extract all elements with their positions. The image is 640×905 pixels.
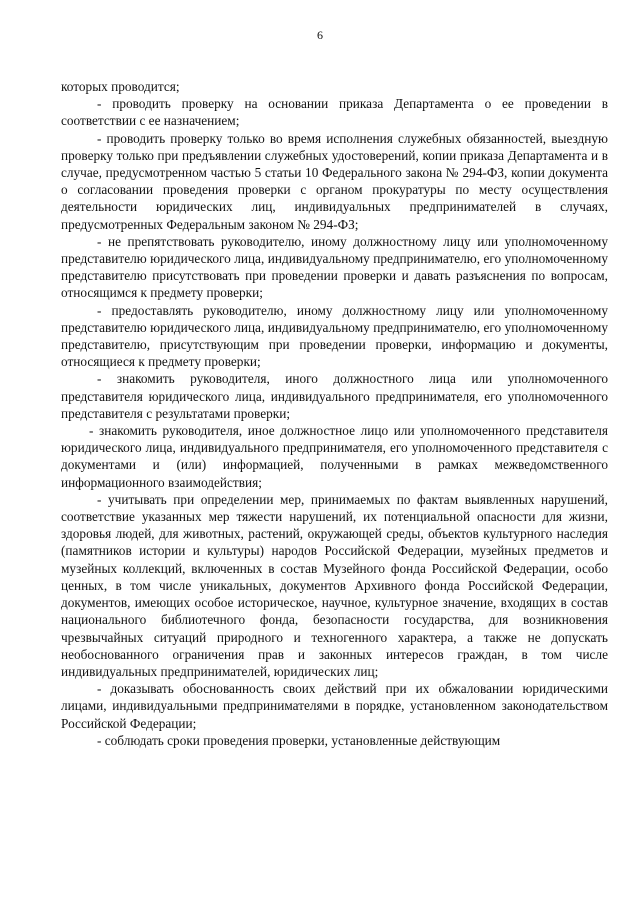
- paragraph-provide-info: - предоставлять руководителю, иному должностному лицу или уполномоченному представителю юридического лица, индивидуальному предпринимателю, его уполномоченному представителю, присутствующим при проведении проверки, информацию и документы, относящиеся к предмету проверки;: [61, 302, 608, 370]
- document-body: [61, 78, 608, 749]
- paragraph-observe-deadlines: - соблюдать сроки проведения проверки, установленные действующим: [97, 732, 501, 748]
- paragraph-consider-measures: - учитывать при определении мер, принимаемых по фактам выявленных нарушений, соответствие указанных мер тяжести нарушений, их потенциальной опасности для жизни, здоровья людей, для животных, растений, окружающей среды, объектов культурного наследия (памятников истории и культуры) народов Российской Федерации, музейных предметов и музейных коллекций, включенных в состав Музейного фонда Российской Федерации, особо ценных, в том числе уникальных, документов Архивного фонда Российской Федерации, документов, имеющих особое историческое, научное, культурное значение, входящих в состав национального библиотечного фонда, безопасности государства, для возникновения чрезвычайных ситуаций природного и техногенного характера, а также не допускать необоснованного ограничения прав и законных интересов граждан, в том числе индивидуальных предпринимателей, юридических лиц;: [61, 491, 608, 679]
- paragraph-duty-time: - проводить проверку только во время исполнения служебных обязанностей, выездную проверку только при предъявлении служебных удостоверений, копии приказа Департамента и в случае, предусмотренном частью 5 статьи 10 Федерального закона № 294-ФЗ, копии документа о согласовании проведения проверки с органом прокуратуры по месту осуществления деятельности юридических лиц, индивидуальных предпринимателей в случаях, предусмотренных Федеральным законом № 294-ФЗ;: [61, 130, 608, 232]
- paragraph-not-obstruct: - не препятствовать руководителю, иному должностному лицу или уполномоченному представителю юридического лица, индивидуальному предпринимателю, его уполномоченному представителю присутствовать при проведении проверки и давать разъяснения по вопросам, относящимся к предмету проверки;: [61, 233, 608, 301]
- paragraph-acquaint-results: - знакомить руководителя, иного должностного лица или уполномоченного представителя юридического лица, индивидуального предпринимателя, его уполномоченного представителя с результатами проверки;: [61, 371, 608, 421]
- paragraph-inspection-order: - проводить проверку на основании приказа Департамента о ее проведении в соответствии с ее назначением;: [61, 96, 608, 129]
- paragraph-continuation: которых проводится;: [61, 79, 180, 94]
- paragraph-acquaint-documents: - знакомить руководителя, иное должностное лицо или уполномоченного представителя юридического лица, индивидуального предпринимателя, его уполномоченного представителя с документами и (или) информацией, полученными в рамках межведомственного информационного взаимодействия;: [61, 423, 608, 490]
- page-number: 6: [317, 28, 323, 42]
- paragraph-prove-validity: - доказывать обоснованность своих действий при их обжаловании юридическими лицами, индивидуальными предпринимателями в порядке, установленном законодательством Российской Федерации;: [61, 681, 608, 731]
